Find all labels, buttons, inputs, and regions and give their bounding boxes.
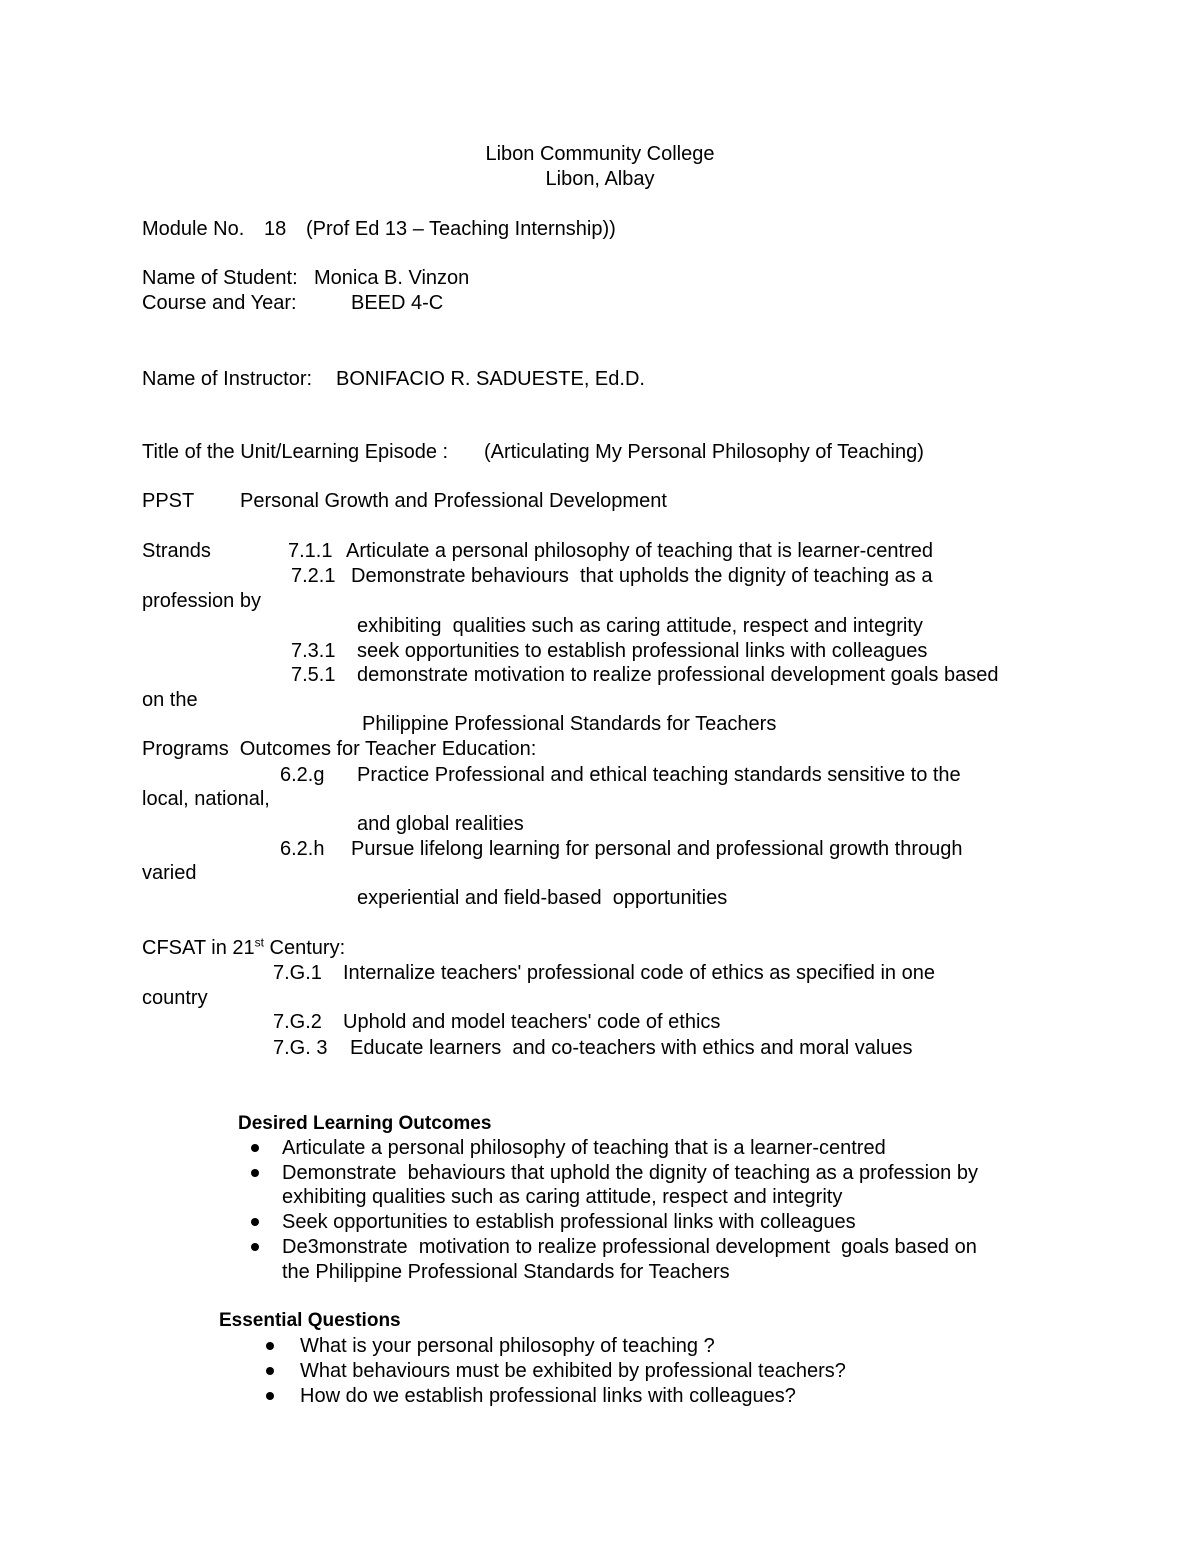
unit-label: Title of the Unit/Learning Episode : xyxy=(142,441,449,463)
outcome-item-continued: the Philippine Professional Standards for Teachers xyxy=(282,1261,730,1283)
module-course: (Prof Ed 13 – Teaching Internship)) xyxy=(306,218,616,240)
outcome-item: Articulate a personal philosophy of teaching that is a learner-centred xyxy=(282,1137,886,1159)
strands-label: Strands xyxy=(142,540,211,562)
program-text-continued: experiential and field-based opportunities xyxy=(357,887,728,909)
program-code: 6.2.h xyxy=(280,838,325,860)
module-label: Module No. xyxy=(142,218,245,240)
cfsat-text: Uphold and model teachers' code of ethics xyxy=(343,1011,721,1033)
strand-code: 7.1.1 xyxy=(288,540,333,562)
program-text: Practice Professional and ethical teaching standards sensitive to the xyxy=(357,764,961,786)
strand-text: Articulate a personal philosophy of teaching that is learner-centred xyxy=(346,540,934,562)
bullet-icon xyxy=(251,1218,259,1226)
bullet-icon xyxy=(251,1169,259,1177)
outcome-item: De3monstrate motivation to realize professional development goals based on xyxy=(282,1236,977,1258)
course-year-label: Course and Year: xyxy=(142,292,297,314)
course-year: BEED 4-C xyxy=(351,292,444,314)
outcome-item: Demonstrate behaviours that uphold the dignity of teaching as a profession by xyxy=(282,1162,978,1184)
strand-code: 7.3.1 xyxy=(291,640,336,662)
program-text: Pursue lifelong learning for personal and professional growth through xyxy=(351,838,963,860)
questions-heading: Essential Questions xyxy=(219,1310,401,1331)
strand-code: 7.2.1 xyxy=(291,565,336,587)
cfsat-label: CFSAT in 21st Century: xyxy=(142,935,346,959)
outcomes-heading: Desired Learning Outcomes xyxy=(238,1113,492,1134)
program-text-continued: and global realities xyxy=(357,813,524,835)
question-item: What is your personal philosophy of teaching ? xyxy=(300,1335,715,1357)
ppst-label: PPST xyxy=(142,490,195,512)
strand-code: 7.5.1 xyxy=(291,664,336,686)
strand-text: seek opportunities to establish professional links with colleagues xyxy=(357,640,928,662)
bullet-icon xyxy=(266,1342,274,1350)
outcome-item: Seek opportunities to establish professional links with colleagues xyxy=(282,1211,856,1233)
bullet-icon xyxy=(266,1392,274,1400)
bullet-icon xyxy=(266,1367,274,1375)
strand-text: Demonstrate behaviours that upholds the dignity of teaching as a xyxy=(351,565,933,587)
strand-text-wrap: on the xyxy=(142,689,198,711)
college-name: Libon Community College xyxy=(485,143,715,165)
strand-text-continued: exhibiting qualities such as caring attitude, respect and integrity xyxy=(357,615,923,637)
cfsat-code: 7.G.2 xyxy=(273,1011,322,1033)
programs-label: Programs Outcomes for Teacher Education: xyxy=(142,738,537,760)
strand-text-continued: Philippine Professional Standards for Teachers xyxy=(362,713,777,735)
unit-title: (Articulating My Personal Philosophy of Teaching) xyxy=(484,441,924,463)
cfsat-code: 7.G. 3 xyxy=(273,1037,328,1059)
cfsat-text-wrap: country xyxy=(142,987,208,1009)
cfsat-code: 7.G.1 xyxy=(273,962,322,984)
cfsat-text: Internalize teachers' professional code of ethics as specified in one xyxy=(343,962,935,984)
ppst-value: Personal Growth and Professional Development xyxy=(240,490,667,512)
outcome-item-continued: exhibiting qualities such as caring attitude, respect and integrity xyxy=(282,1186,843,1208)
question-item: What behaviours must be exhibited by professional teachers? xyxy=(300,1360,846,1382)
question-item: How do we establish professional links with colleagues? xyxy=(300,1385,796,1407)
student-name-label: Name of Student: xyxy=(142,267,298,289)
student-name: Monica B. Vinzon xyxy=(314,267,470,289)
bullet-icon xyxy=(251,1144,259,1152)
college-location: Libon, Albay xyxy=(545,168,655,190)
module-number: 18 xyxy=(264,218,287,240)
program-text-wrap: varied xyxy=(142,862,197,884)
cfsat-text: Educate learners and co-teachers with ethics and moral values xyxy=(350,1037,913,1059)
program-text-wrap: local, national, xyxy=(142,788,270,810)
strand-text-wrap: profession by xyxy=(142,590,261,612)
program-code: 6.2.g xyxy=(280,764,325,786)
strand-text: demonstrate motivation to realize professional development goals based xyxy=(357,664,999,686)
instructor-name: BONIFACIO R. SADUESTE, Ed.D. xyxy=(336,368,645,390)
bullet-icon xyxy=(251,1243,259,1251)
instructor-label: Name of Instructor: xyxy=(142,368,313,390)
